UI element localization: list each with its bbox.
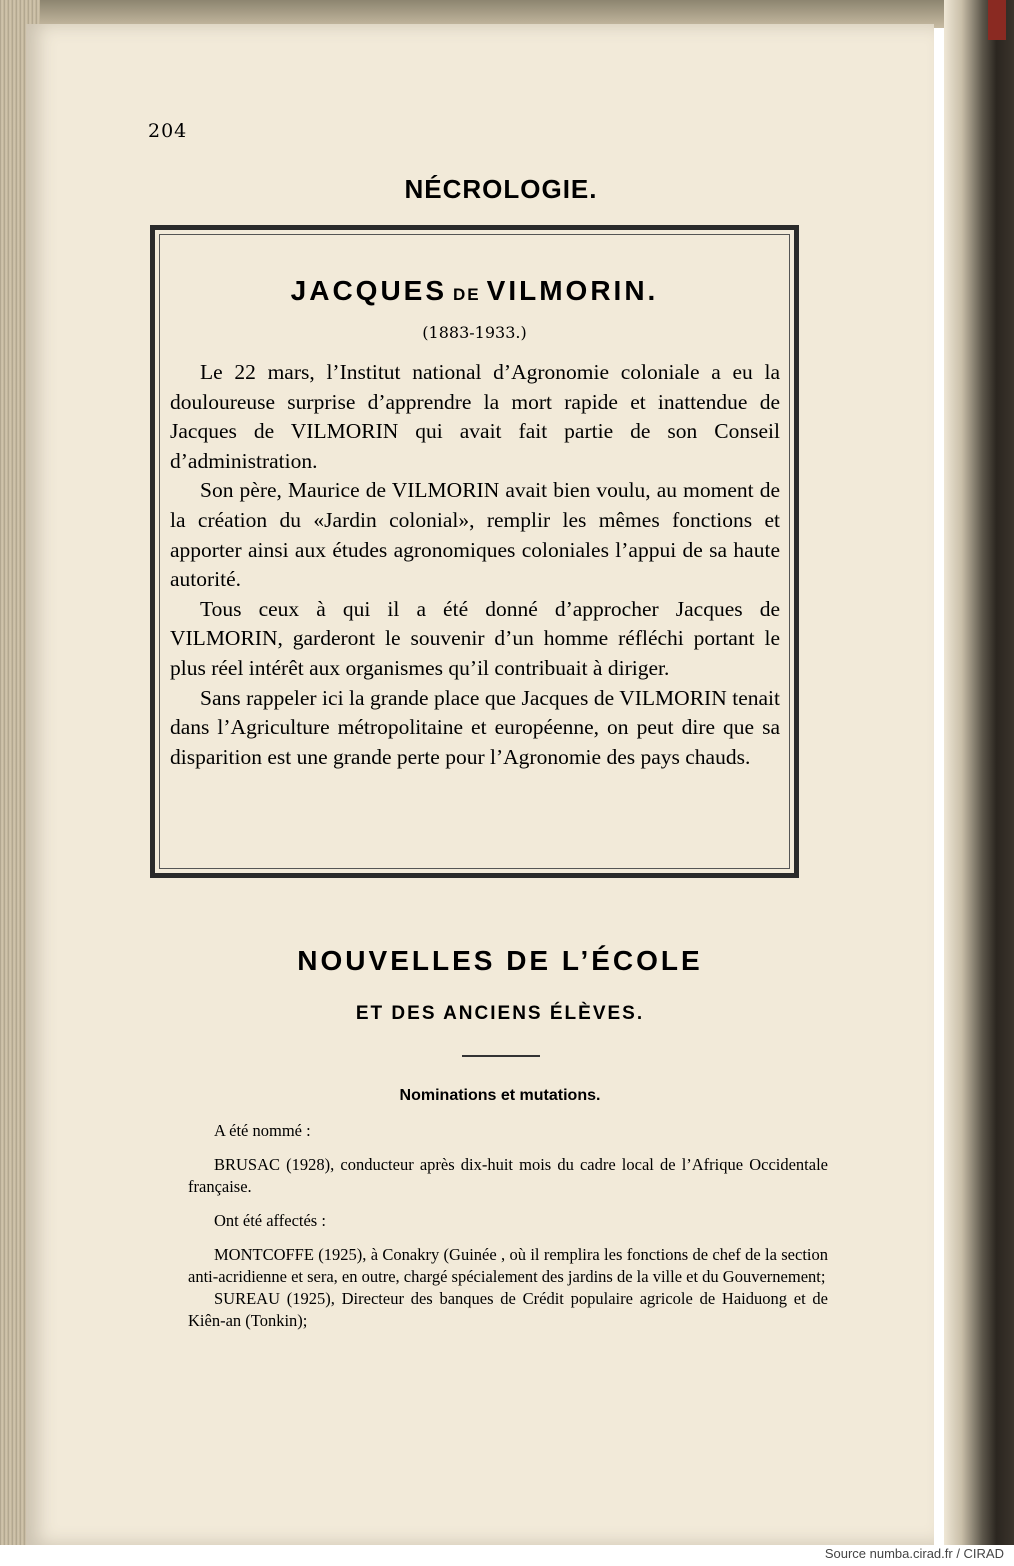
label-named: A été nommé : <box>214 1121 311 1140</box>
obituary-body <box>170 358 780 772</box>
page-number: 204 <box>148 120 188 142</box>
bookmark-ribbon <box>988 0 1006 40</box>
news-body <box>188 1120 828 1332</box>
source-credit: Source numba.cirad.fr / CIRAD <box>824 1546 1004 1561</box>
obituary-paragraph: Le 22 mars, l’Institut national d’Agronomie coloniale a eu la douloureuse surprise d’apprendre la mort rapide et inattendue de Jacques de VILMORIN qui avait fait partie de son Conseil d’administration. <box>170 360 780 473</box>
entry-brusac: BRUSAC (1928), conducteur après dix-huit mois du cadre local de l’Afrique Occidentale française. <box>188 1155 828 1196</box>
obituary-paragraph: Tous ceux à qui il a été donné d’approcher Jacques de VILMORIN, garderont le souvenir d’un homme réfléchi portant le plus réel intérêt aux organismes qu’il contribuait à diriger. <box>170 596 780 680</box>
obituary-paragraph: Son père, Maurice de VILMORIN avait bien voulu, au moment de la création du «Jardin colonial», remplir les mêmes fonctions et apporter ainsi aux études agronomiques coloniales l’appui de sa haute autorité. <box>170 478 780 592</box>
obituary-paragraph: Sans rappeler ici la grande place que Jacques de VILMORIN tenait dans l’Agriculture métropolitaine et européenne, on peut dire que sa disparition est une grande perte pour l’Agronomie des pays chauds. <box>170 685 780 769</box>
book-right-edge <box>944 0 1014 1545</box>
obituary-first-name: JACQUES <box>290 275 448 306</box>
news-section-title: NOUVELLES DE L’ÉCOLE <box>297 945 703 976</box>
obituary-name <box>155 275 794 307</box>
obituary-particle: DE <box>453 285 481 304</box>
necrology-heading: NÉCROLOGIE. <box>404 174 598 204</box>
obituary-last-name: VILMORIN. <box>486 275 659 306</box>
news-section-subtitle: ET DES ANCIENS ÉLÈVES. <box>355 1003 645 1024</box>
subsection-title: Nominations et mutations. <box>399 1087 601 1104</box>
obituary-frame <box>150 225 799 878</box>
label-assigned: Ont été affectés : <box>214 1211 326 1230</box>
entry-montcoffe: MONTCOFFE (1925), à Conakry (Guinée , où il remplira les fonctions de chef de la section anti-acridienne et sera, en outre, chargé spécialement des jardins de la ville et du Gouvernement; <box>188 1245 828 1286</box>
section-divider <box>462 1055 540 1057</box>
obituary-dates: (1883-1933.) <box>422 323 527 342</box>
entry-sureau: SUREAU (1925), Directeur des banques de Crédit populaire agricole de Haiduong et de Kiên-an (Tonkin); <box>188 1289 828 1330</box>
